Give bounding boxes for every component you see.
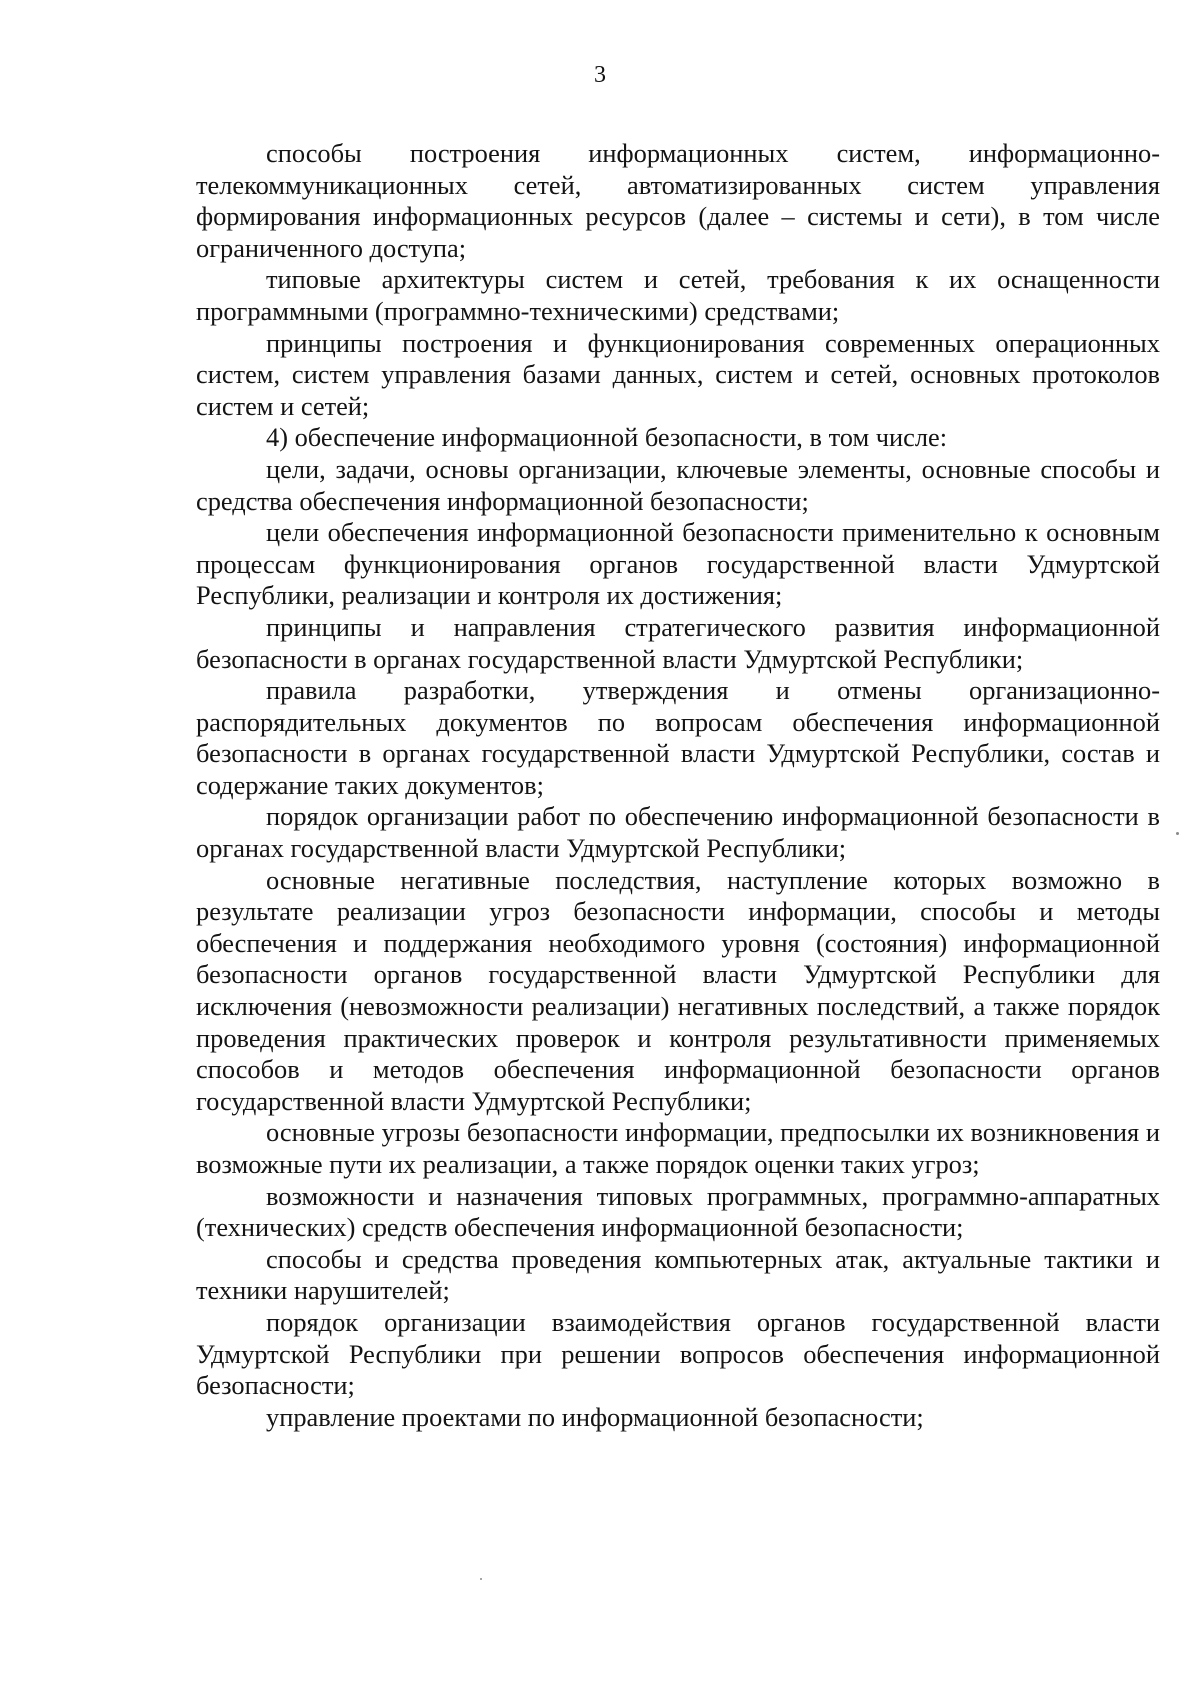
scan-speck [480, 1578, 482, 1580]
paragraph: управление проектами по информационной безопасности; [266, 1401, 924, 1432]
paragraph: возможности и назначения типовых программных, программно-аппаратных (технических) средств обеспечения информационной безопасности; [196, 1180, 1160, 1243]
paragraph: способы построения информационных систем, информационно-телекоммуникационных сетей, автоматизированных систем управления формирования информационных ресурсов (далее – системы и сети), в том числе ограниченного доступа; [196, 138, 1160, 263]
paragraph: основные негативные последствия, наступление которых возможно в результате реализации угроз безопасности информации, способы и методы обеспечения и поддержания необходимого уровня (состояния) информационной безопасности органов государственной власти Удмуртской Республики для исключения (невозможности реализации) негативных последствий, а также порядок проведения практических проверок и контроля результативности применяемых способов и методов обеспечения информационной безопасности органов государственной власти Удмуртской Республики; [196, 864, 1160, 1116]
paragraph: основные угрозы безопасности информации, предпосылки их возникновения и возможные пути их реализации, а также порядок оценки таких угроз; [196, 1117, 1160, 1179]
page-number: 3 [594, 62, 606, 88]
document-body [196, 138, 1160, 1433]
paragraph: порядок организации взаимодействия органов государственной власти Удмуртской Республики при решении вопросов обеспечения информационной безопасности; [196, 1306, 1160, 1401]
paragraph: порядок организации работ по обеспечению информационной безопасности в органах государственной власти Удмуртской Республики; [196, 801, 1160, 864]
paragraph: способы и средства проведения компьютерных атак, актуальные тактики и техники нарушителей; [196, 1243, 1160, 1306]
paragraph: цели, задачи, основы организации, ключевые элементы, основные способы и средства обеспечения информационной безопасности; [196, 453, 1160, 516]
paragraph: правила разработки, утверждения и отмены организационно-распорядительных документов по вопросам обеспечения информационной безопасности в органах государственной власти Удмуртской Республики, состав и содержание таких документов; [196, 675, 1160, 800]
scan-speck [1176, 832, 1179, 835]
paragraph: цели обеспечения информационной безопасности применительно к основным процессам функционирования органов государственной власти Удмуртской Республики, реализации и контроля их достижения; [196, 517, 1160, 611]
paragraph: принципы и направления стратегического развития информационной безопасности в органах государственной власти Удмуртской Республики; [196, 611, 1160, 674]
paragraph: 4) обеспечение информационной безопасности, в том числе: [266, 422, 948, 453]
paragraph: принципы построения и функционирования современных операционных систем, систем управления базами данных, систем и сетей, основных протоколов систем и сетей; [196, 327, 1160, 421]
paragraph: типовые архитектуры систем и сетей, требования к их оснащенности программными (программно-техническими) средствами; [196, 264, 1160, 326]
